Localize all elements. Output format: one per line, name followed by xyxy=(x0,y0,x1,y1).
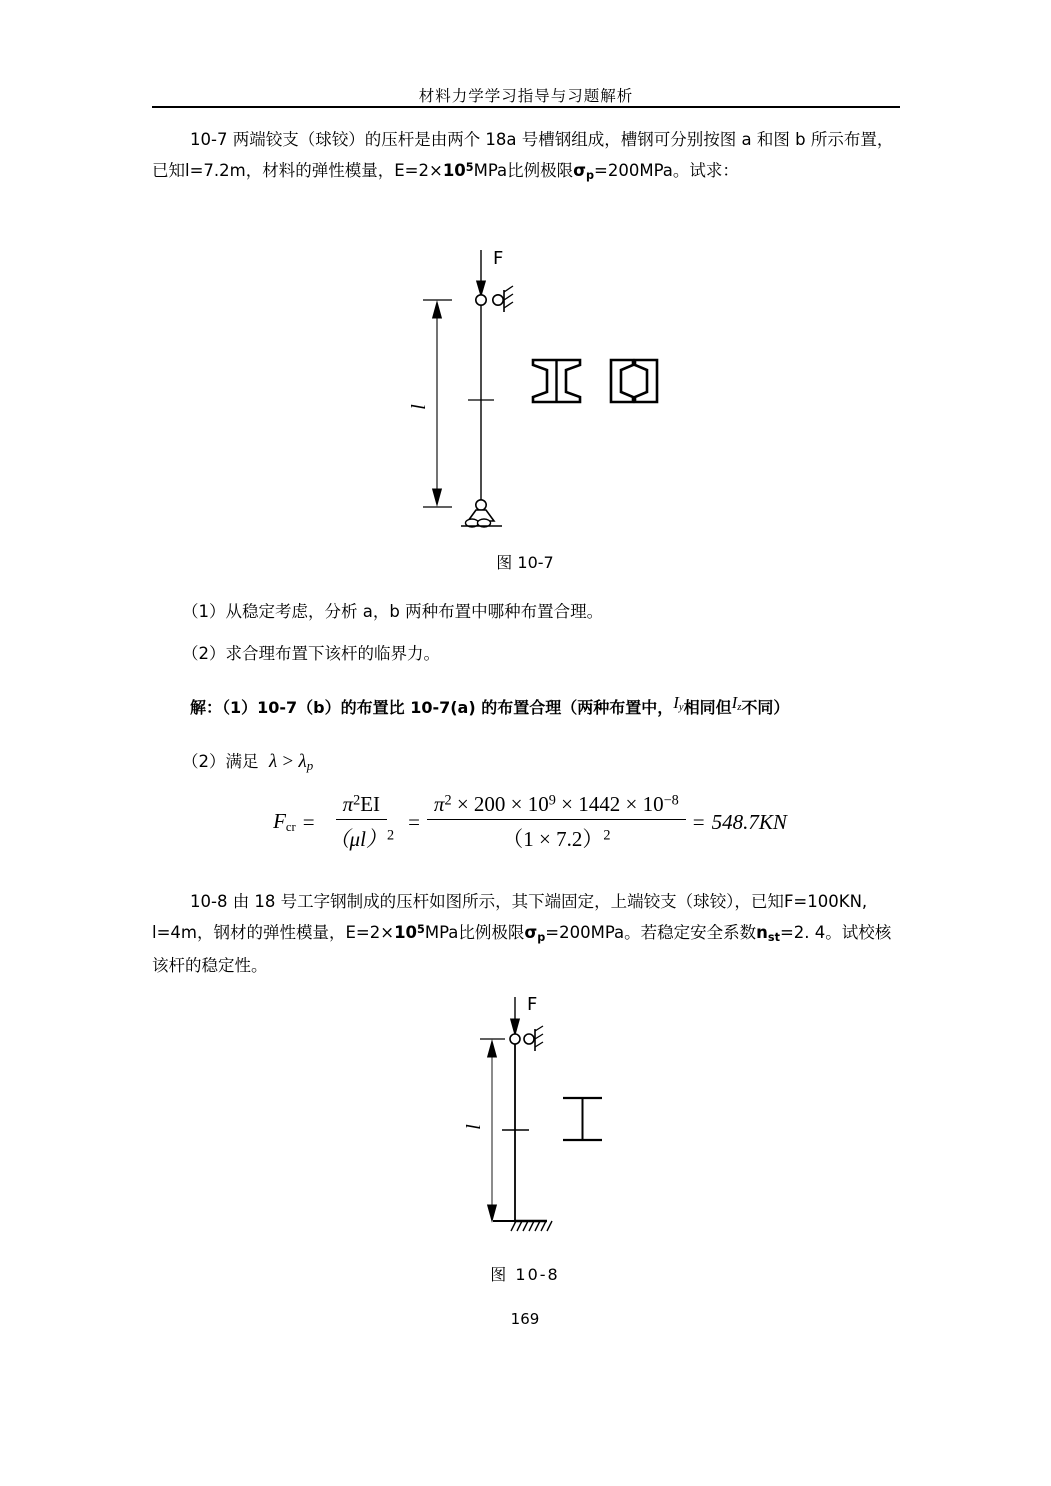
iz-letter: I xyxy=(731,693,738,712)
solution-tail: 不同） xyxy=(741,698,790,717)
figure-10-8-caption: 图 10-8 xyxy=(490,1265,560,1284)
base-hatching xyxy=(511,1221,552,1231)
figure-10-8 xyxy=(440,985,670,1240)
cross-section-b xyxy=(611,360,657,402)
problem-10-8-exp-base: 10 xyxy=(394,923,418,943)
problem-10-8-text-5: =2. 4。试校核该杆的稳定性。 xyxy=(152,923,892,975)
inertia-iy-symbol xyxy=(673,693,683,712)
iy-letter: I xyxy=(673,693,679,712)
solution-lead: 解：（1）10-7（b）的布置比 10-7(a) 的布置合理（两种布置中， xyxy=(190,698,674,717)
pi-symbol-1: π xyxy=(342,792,354,816)
formula-ei: EI xyxy=(360,792,381,816)
problem-10-8-nst: n xyxy=(756,923,768,943)
numeric-exponent-1: 9 xyxy=(548,792,556,809)
denominator-exponent: 2 xyxy=(603,827,611,844)
lambda-p-letter: λ xyxy=(298,751,307,772)
force-arrow-f xyxy=(477,250,486,296)
lambda-p-subscript: p xyxy=(306,758,314,774)
mu-l-exponent: 2 xyxy=(386,827,395,844)
force-arrow-f xyxy=(511,997,520,1035)
problem-10-7-text-4: =200MPa。试求： xyxy=(594,161,739,181)
header-title: 材料力学学习指导与习题解析 xyxy=(418,87,634,105)
numeric-term-2: × 1442 × 10 xyxy=(561,792,664,816)
formula-frac2-numerator xyxy=(427,792,686,820)
header-divider xyxy=(152,106,900,108)
problem-10-8-values: F=100KN, l=4m xyxy=(152,892,873,943)
length-label-l: l xyxy=(408,404,430,410)
dimension-line-l xyxy=(423,300,452,507)
formula-result: 548.7KN xyxy=(711,810,787,834)
iy-subscript: y xyxy=(678,702,684,714)
pi-exponent-2: 2 xyxy=(444,792,452,809)
page-header xyxy=(152,84,900,106)
formula-equals-1: = xyxy=(302,810,315,834)
problem-10-7-text-2: ，材料的弹性模量，E=2 xyxy=(245,161,429,181)
formula-frac1-numerator xyxy=(336,792,388,820)
problem-10-7-sigma-sub: p xyxy=(586,168,595,182)
numeric-exponent-2: −8 xyxy=(663,792,679,809)
problem-10-8-statement xyxy=(152,888,904,980)
formula-equals-3: = xyxy=(692,810,705,834)
problem-10-8-text-3: MPa比例极限 xyxy=(424,923,525,943)
problem-10-7-question-2: （2）求合理布置下该杆的临界力。 xyxy=(182,644,440,663)
solution-mid: 相同但 xyxy=(683,698,732,717)
iz-subscript: z xyxy=(737,702,742,714)
lambda-symbol: λ xyxy=(269,751,278,772)
problem-10-8-exp: 5 xyxy=(417,923,425,936)
problem-10-7-text-1: 10-7 两端铰支（球铰）的压杆是由两个 18a 号槽钢组成，槽钢可分别按图 a 和图 b 所示布置，已知 xyxy=(152,130,894,181)
problem-10-7-l-value: l=7.2m xyxy=(185,161,246,181)
pi-symbol-2: π xyxy=(433,792,445,816)
formula-lhs-letter: F xyxy=(273,809,286,834)
problem-10-8-sigma: σ xyxy=(524,923,538,943)
formula-frac2-denominator xyxy=(495,820,617,853)
formula-fraction-1 xyxy=(322,792,402,853)
figure-10-7-caption: 图 10-7 xyxy=(496,553,554,572)
formula-equals-2: = xyxy=(408,810,420,834)
inertia-iz-symbol xyxy=(732,693,742,712)
solution-step2-prefix: （2）满足 xyxy=(182,752,259,771)
problem-10-8-text-2: ，钢材的弹性模量，E=2 xyxy=(196,923,381,943)
cross-section-i-beam xyxy=(563,1098,602,1140)
formula-lhs xyxy=(273,809,296,835)
problem-10-7-sigma: σ xyxy=(573,161,587,181)
problem-10-8-sigma-sub: p xyxy=(537,930,546,944)
critical-force-formula xyxy=(150,792,910,853)
length-label-l: l xyxy=(463,1124,485,1130)
problem-10-7-text-3: MPa比例极限 xyxy=(473,161,574,181)
bottom-roller-support xyxy=(461,500,502,527)
formula-frac1-denominator xyxy=(322,820,402,853)
problem-10-7-question-1: （1）从稳定考虑，分析 a，b 两种布置中哪种布置合理。 xyxy=(182,602,604,621)
problem-10-7-exp-base: 10 xyxy=(442,161,466,181)
mu-l-term: （μl） xyxy=(328,827,387,851)
force-label-f: F xyxy=(527,994,538,1015)
numeric-term-1: × 200 × 10 xyxy=(456,792,549,816)
page-number: 169 xyxy=(510,1310,540,1328)
force-label-f: F xyxy=(493,248,504,269)
solution-line-1 xyxy=(190,694,930,727)
figure-10-7 xyxy=(380,232,720,532)
cross-section-a xyxy=(533,360,580,402)
denominator-term: （1 × 7.2） xyxy=(502,827,604,851)
problem-10-8-nst-sub: st xyxy=(767,930,780,944)
lambda-p-symbol xyxy=(298,751,313,772)
problem-10-8-text-1: 10-8 由 18 号工字钢制成的压杆如图所示，其下端固定，上端铰支（球铰），已知 xyxy=(190,892,784,911)
greater-than-symbol: > xyxy=(282,751,294,772)
problem-10-7-times: × xyxy=(428,161,443,181)
formula-lhs-subscript: cr xyxy=(285,820,296,835)
formula-fraction-2 xyxy=(427,792,686,853)
problem-10-7-exp: 5 xyxy=(465,161,474,174)
problem-10-7-statement xyxy=(152,126,904,190)
problem-10-8-times: × xyxy=(380,923,395,943)
pi-exponent-1: 2 xyxy=(353,792,361,809)
problem-10-8-text-4: =200MPa。若稳定安全系数 xyxy=(545,923,757,943)
solution-line-2 xyxy=(182,748,902,780)
fixed-base-support xyxy=(493,1221,552,1231)
